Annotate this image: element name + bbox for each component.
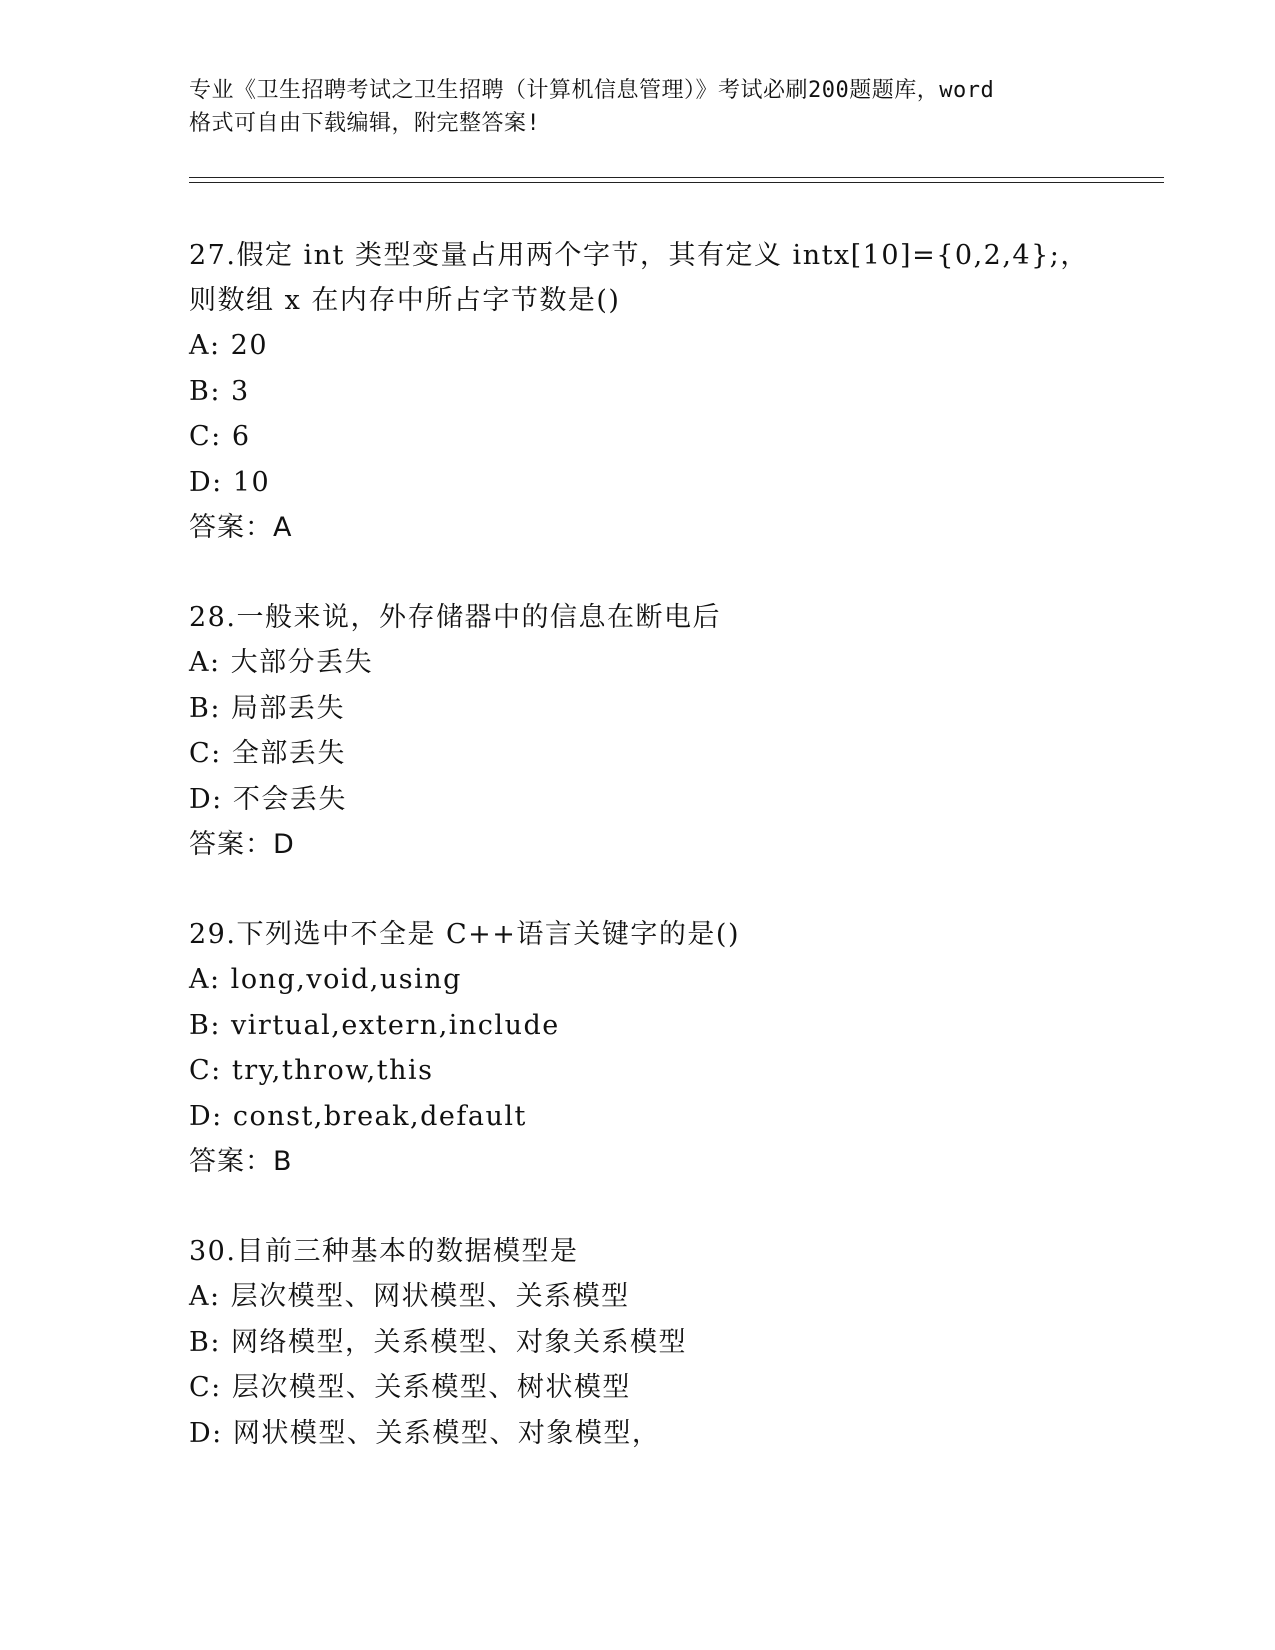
- answer-key: 答案：A: [189, 512, 293, 543]
- option-b: B: 3: [189, 375, 250, 407]
- question-stem: 28.一般来说，外存储器中的信息在断电后: [189, 602, 721, 633]
- document-header: [189, 74, 1089, 140]
- question-stem: 30.目前三种基本的数据模型是: [189, 1236, 579, 1267]
- answer-key: 答案：D: [189, 829, 295, 860]
- question-stem: 27.假定 int 类型变量占用两个字节，其有定义 intx[10]={0,2,4};，: [189, 240, 1089, 271]
- option-c: C: 全部丢失: [189, 738, 346, 769]
- option-d: D: 10: [189, 466, 271, 498]
- header-divider-top: [189, 177, 1164, 178]
- option-a: A: 大部分丢失: [189, 647, 374, 678]
- option-c: C: 6: [189, 421, 251, 452]
- question-27: [189, 233, 1164, 550]
- question-29: [189, 912, 1164, 1184]
- question-28: [189, 595, 1164, 867]
- option-a: A: 20: [189, 330, 269, 361]
- question-stem: 29.下列选中不全是 C++语言关键字的是(): [189, 919, 740, 950]
- question-list: [189, 233, 1164, 1501]
- header-intro-line-2: 格式可自由下载编辑，附完整答案!: [189, 111, 541, 136]
- option-d: D: 不会丢失: [189, 783, 347, 815]
- question-stem-continued: 则数组 x 在内存中所占字节数是(): [189, 285, 621, 316]
- option-b: B: 局部丢失: [189, 692, 346, 724]
- option-b: B: 网络模型，关系模型、对象关系模型: [189, 1326, 688, 1358]
- option-b: B: virtual,extern,include: [189, 1009, 560, 1041]
- option-d: D: 网状模型、关系模型、对象模型，: [189, 1417, 661, 1449]
- header-divider-bottom: [189, 182, 1164, 183]
- option-c: C: try,throw,this: [189, 1055, 434, 1086]
- option-c: C: 层次模型、关系模型、树状模型: [189, 1372, 631, 1403]
- option-d: D: const,break,default: [189, 1100, 527, 1132]
- header-intro-line-1: 专业《卫生招聘考试之卫生招聘（计算机信息管理）》考试必刷200题题库，word: [189, 78, 995, 103]
- answer-key: 答案：B: [189, 1146, 293, 1177]
- option-a: A: 层次模型、网状模型、关系模型: [189, 1281, 630, 1312]
- option-a: A: long,void,using: [189, 964, 462, 995]
- question-30: [189, 1229, 1164, 1456]
